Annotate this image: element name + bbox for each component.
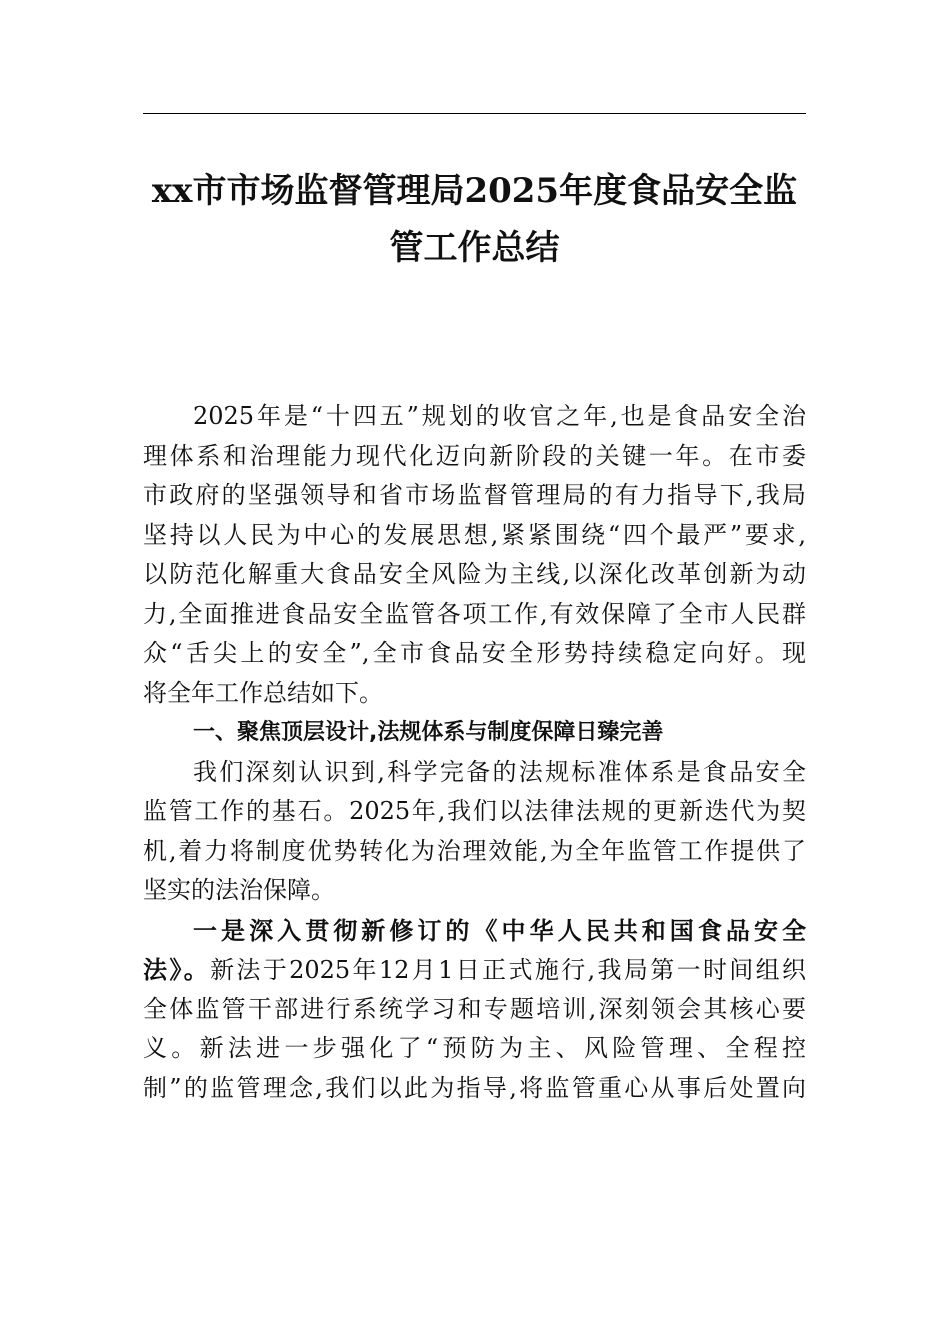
text-line <box>143 911 806 951</box>
text-line: 坚持以人民为中心的发展思想,紧紧围绕“四个最严”要求, <box>143 520 806 549</box>
paragraph-point-1 <box>143 911 806 1109</box>
text-line: 2025年是“十四五”规划的收官之年,也是食品安全治 <box>193 402 806 430</box>
document-body <box>143 397 806 1108</box>
text-line: 力,全面推进食品安全监管各项工作,有效保障了全市人民群 <box>143 599 806 628</box>
header-rule <box>143 113 806 114</box>
text-line: 理体系和治理能力现代化迈向新阶段的关键一年。在市委 <box>143 441 806 470</box>
document-title <box>143 163 806 277</box>
text-line: 监管工作的基石。2025年,我们以法律法规的更新迭代为契 <box>143 797 806 825</box>
text-line: 以防范化解重大食品安全风险为主线,以深化改革创新为动 <box>143 560 806 588</box>
point-1-lead-end: 法》。 <box>143 955 211 984</box>
title-line-2: 管工作总结 <box>389 228 560 268</box>
point-1-text: 新法于2025年12月1日正式施行,我局第一时间组织 <box>210 956 807 984</box>
text-line: 义。新法进一步强化了“预防为主、风险管理、全程控 <box>143 1034 806 1062</box>
text-line: 市政府的坚强领导和省市场监督管理局的有力指导下,我局 <box>143 481 806 509</box>
title-line-1: xx市市场监督管理局2025年度食品安全监 <box>151 171 798 211</box>
text-line <box>143 950 806 990</box>
text-line: 众“舌尖上的安全”,全市食品安全形势持续稳定向好。现 <box>143 639 806 667</box>
paragraph-section1-intro <box>143 753 806 911</box>
point-1-lead: 一是深入贯彻新修订的《中华人民共和国食品安全 <box>193 915 806 945</box>
text-line: 坚实的法治保障。 <box>143 876 335 904</box>
section-heading-1: 一、聚焦顶层设计,法规体系与制度保障日臻完善 <box>193 720 664 745</box>
text-line: 制”的监管理念,我们以此为指导,将监管重心从事后处置向 <box>143 1073 806 1102</box>
text-line: 机,着力将制度优势转化为治理效能,为全年监管工作提供了 <box>143 836 806 865</box>
paragraph-intro <box>143 397 806 713</box>
text-line: 我们深刻认识到,科学完备的法规标准体系是食品安全 <box>193 757 806 786</box>
text-line: 全体监管干部进行系统学习和专题培训,深刻领会其核心要 <box>143 994 806 1023</box>
text-line: 将全年工作总结如下。 <box>143 678 383 707</box>
